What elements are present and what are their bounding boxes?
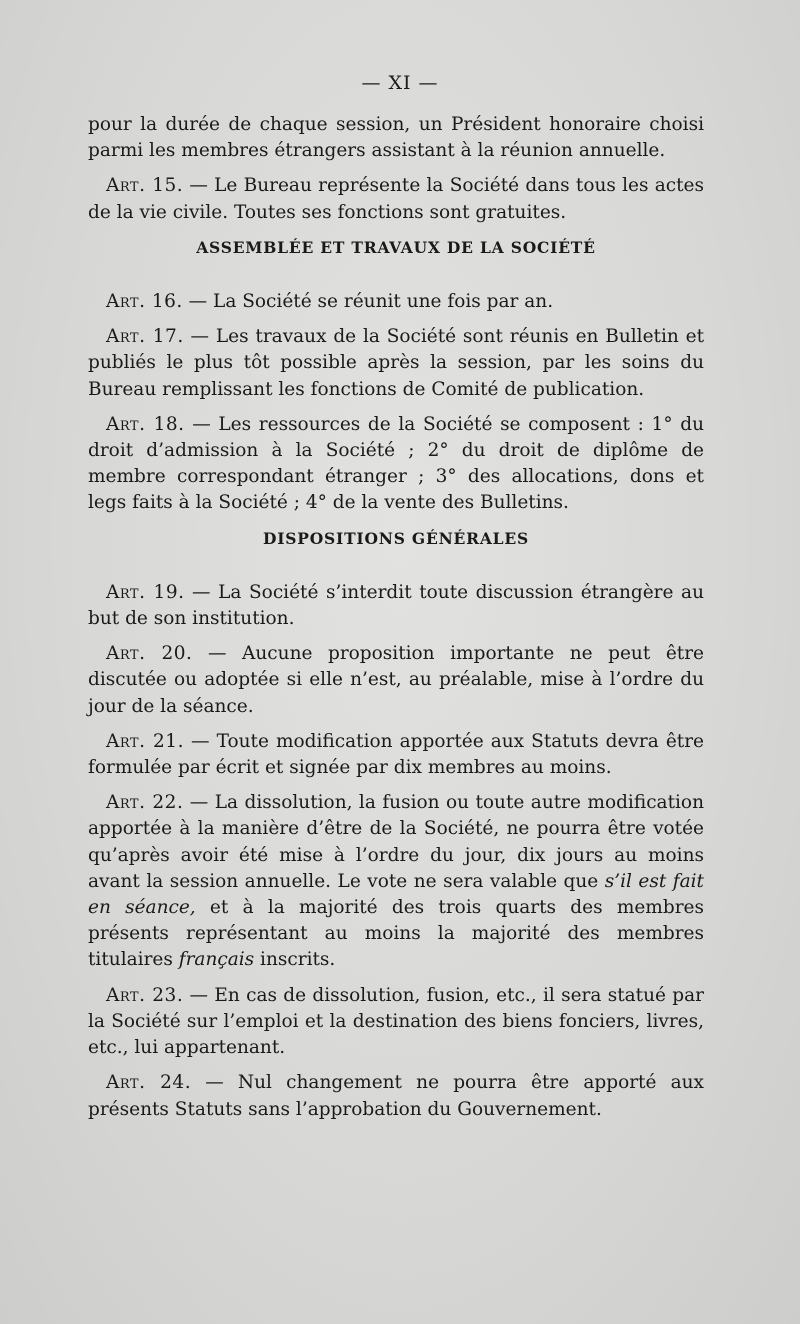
italic-word: français <box>178 949 255 971</box>
article-16: Art. 16. — La Société se réunit une fois par an. <box>106 291 554 313</box>
article-label: Art. 22. <box>106 792 184 814</box>
section-heading-assemblee: ASSEMBLÉE ET TRAVAUX DE LA SOCIÉTÉ <box>196 237 596 257</box>
article-label: Art. 20. <box>106 643 193 665</box>
article-17: Art. 17. — Les travaux de la Société sont réunis en Bulletin et publiés le plus tôt possible après la session, par les soins du Bureau remplissant les fonctions de Comité de publication. <box>88 326 704 400</box>
article-label: Art. 23. <box>106 984 184 1006</box>
article-label: Art. 18. <box>106 413 185 435</box>
article-24: Art. 24. — Nul changement ne pourra être apporté aux présents Statuts sans l’approbation du Gouvernement. <box>88 1072 704 1120</box>
article-15: Art. 15. — Le Bureau représente la Société dans tous les actes de la vie civile. Toutes ses fonctions sont gratuites. <box>88 175 704 223</box>
paragraph-continuation: pour la durée de chaque session, un Président honoraire choisi parmi les membres étrangers assistant à la réunion annuelle. <box>88 114 704 162</box>
article-label: Art. 15. <box>106 175 184 197</box>
article-23: Art. 23. — En cas de dissolution, fusion, etc., il sera statué par la Société sur l’emploi et la destination des biens fonciers, livres, etc., lui appartenant. <box>88 984 705 1059</box>
article-18: Art. 18. — Les ressources de la Société se composent : 1° du droit d’admission à la Société ; 2° du droit de diplôme de membre correspondant étranger ; 3° des allocations, dons et legs faits à la Société ; 4° de la vente des Bulletins. <box>88 413 704 514</box>
article-19: Art. 19. — La Société s’interdit toute discussion étrangère au but de son institution. <box>88 581 704 630</box>
italic-phrase: s’il est fait en séance, <box>88 870 704 919</box>
section-heading-dispositions: DISPOSITIONS GÉNÉRALES <box>263 528 529 548</box>
article-21: Art. 21. — Toute modification apportée aux Statuts devra être formulée par écrit et signée par dix membres au moins. <box>88 730 704 779</box>
article-20: Art. 20. — Aucune proposition importante ne peut être discutée ou adoptée si elle n’est, au préalable, mise à l’ordre du jour de la séance. <box>88 643 704 717</box>
article-label: Art. 21. <box>106 730 184 752</box>
article-label: Art. 24. <box>106 1072 192 1094</box>
body-text <box>88 112 704 1123</box>
article-label: Art. 16. <box>106 291 183 313</box>
page-number: — XI — <box>361 72 439 94</box>
article-22: Art. 22. — La dissolution, la fusion ou toute autre modification apportée à la manière d’être de la Société, ne pourra être votée qu’après avoir été mise à l’ordre du jour, dix jours au moins avant la session annuelle. Le vote ne sera valable que s’il est fait en séance, et à la majorité des trois quarts des membres présents représentant au moins la majorité des membres titulaires français inscrits. <box>88 792 704 971</box>
article-label: Art. 17. <box>106 326 184 348</box>
article-label: Art. 19. <box>106 581 185 603</box>
